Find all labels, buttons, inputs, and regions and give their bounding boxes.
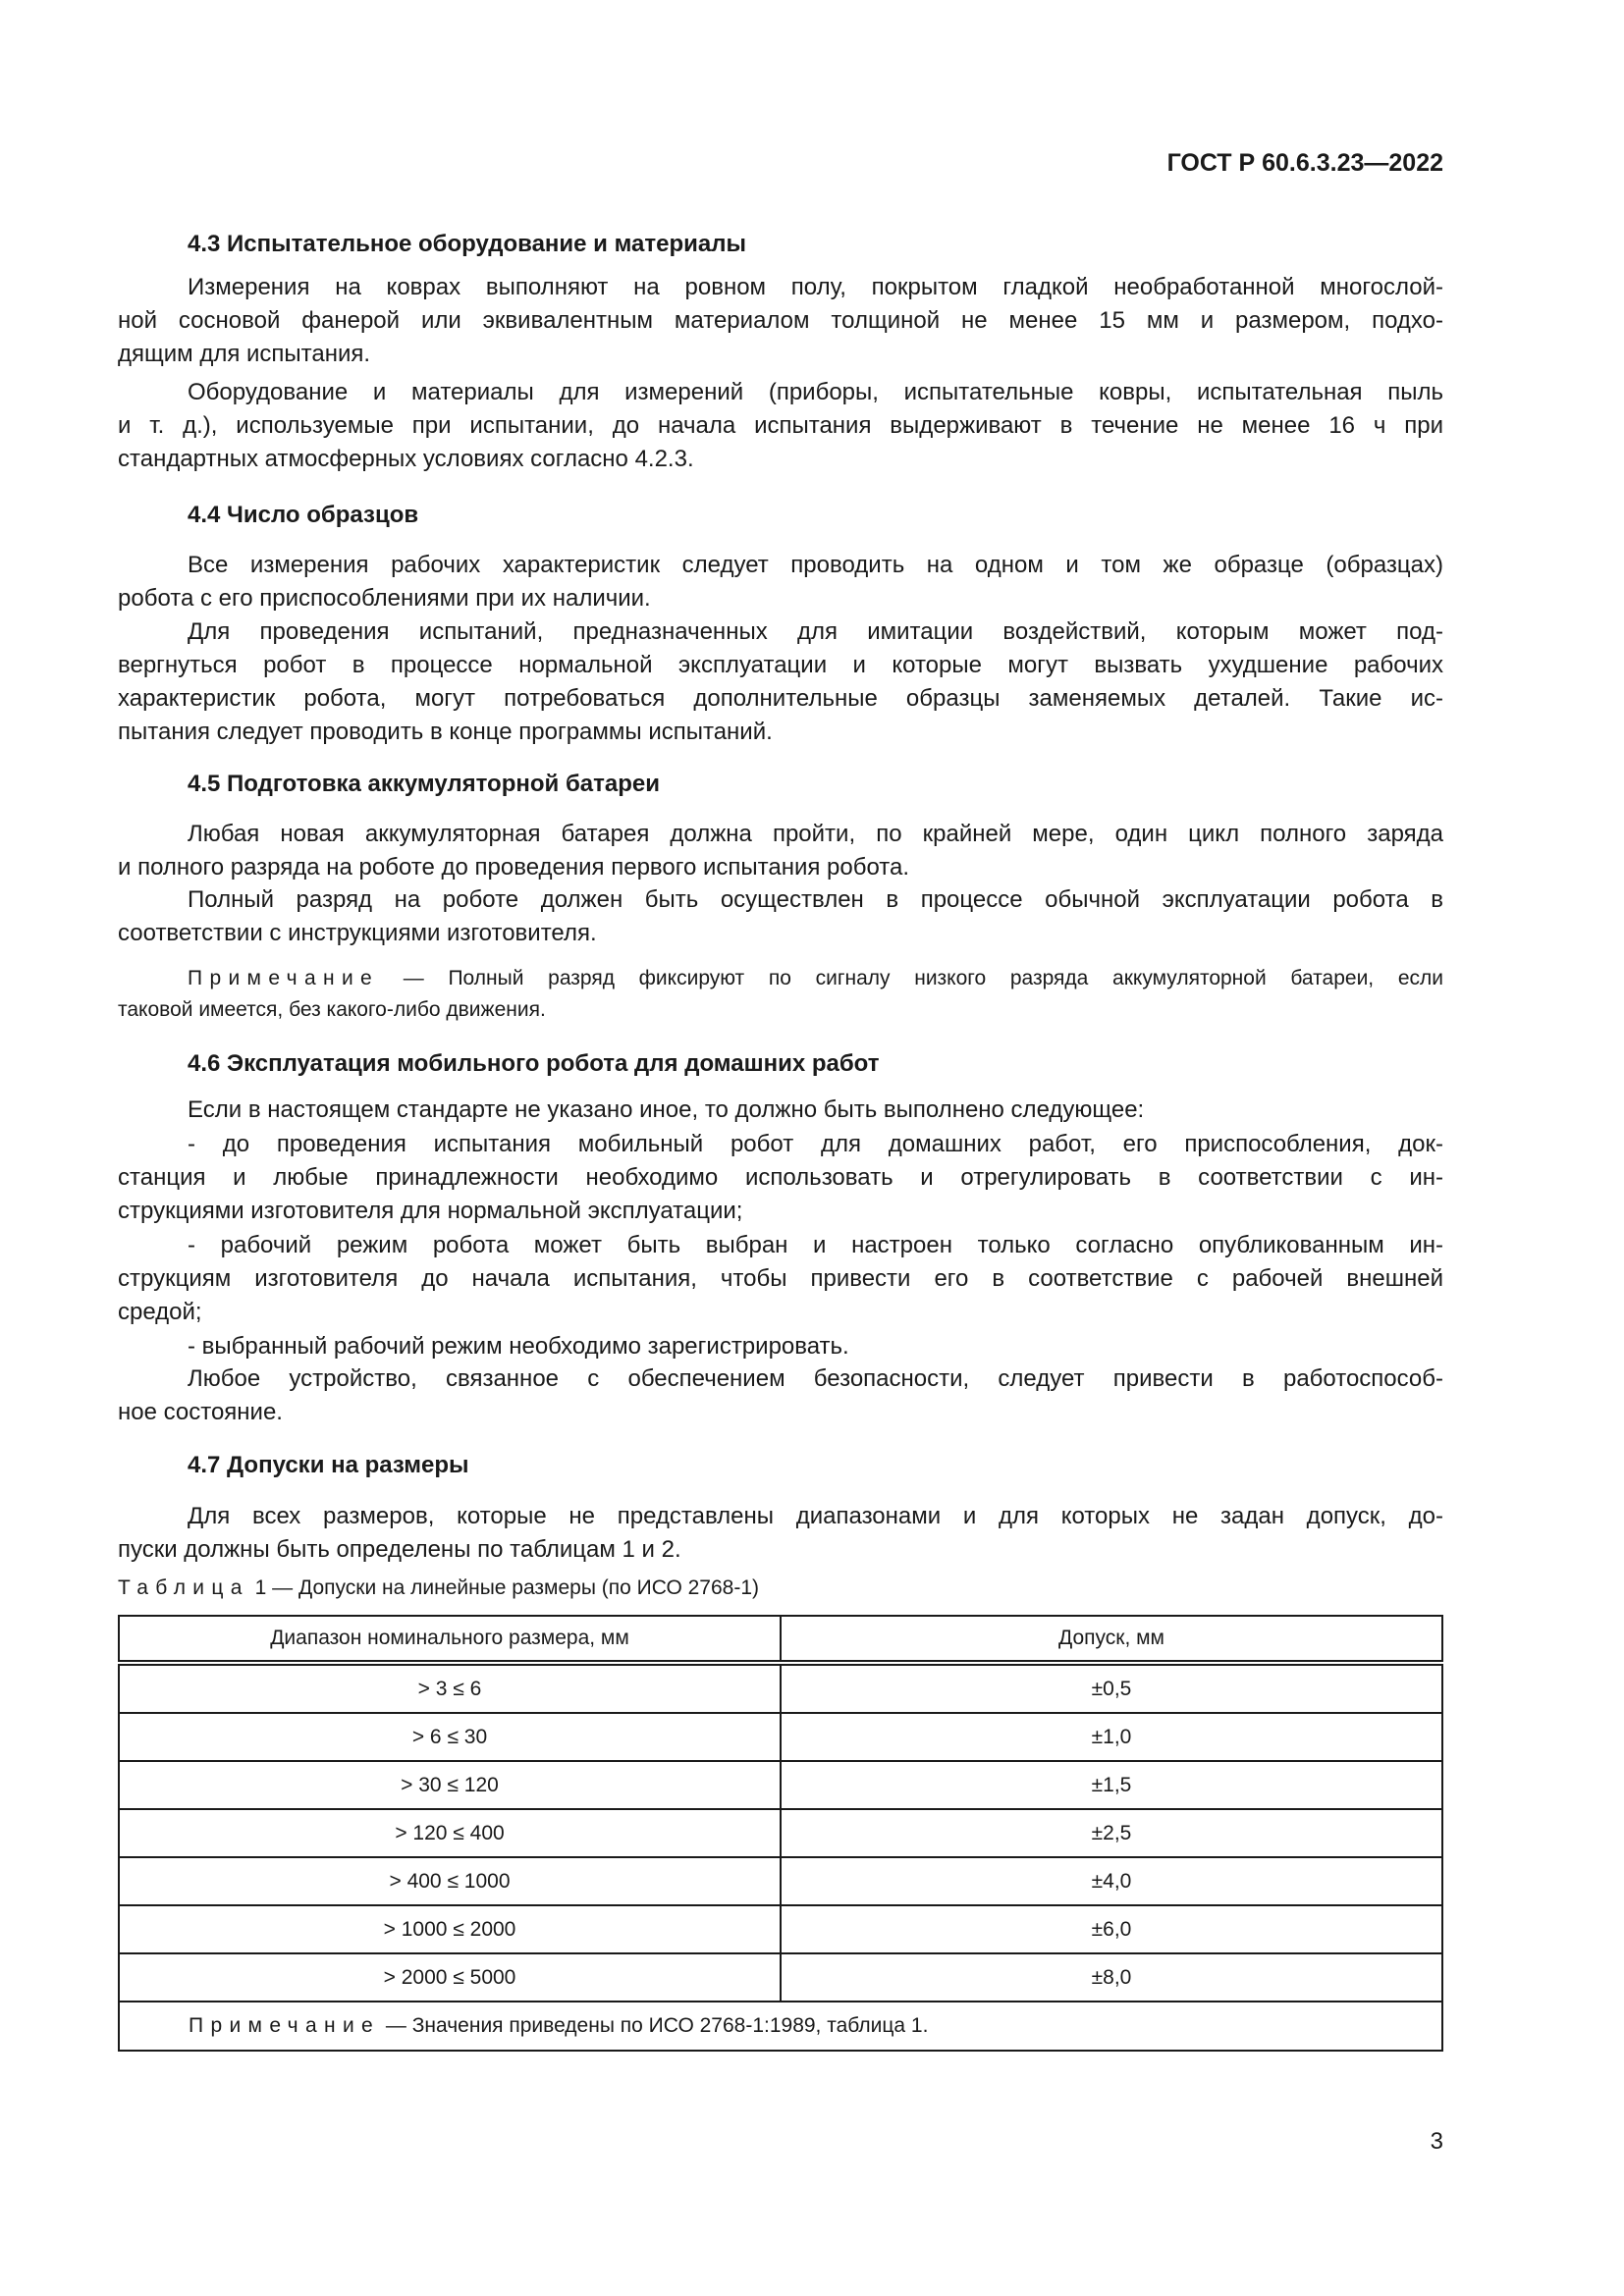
paragraph-line: Измерения на коврах выполняют на ровном полу, покрытом гладкой необработанной многослой- — [188, 274, 1443, 300]
paragraph-line: дящим для испытания. — [118, 341, 371, 368]
range-cell: > 120 ≤ 400 — [119, 1809, 781, 1857]
range-cell: > 6 ≤ 30 — [119, 1713, 781, 1761]
table-note-text: — Значения приведены по ИСО 2768-1:1989, таблица 1. — [380, 2014, 929, 2037]
section-heading: 4.4 Число образцов — [188, 502, 419, 528]
tolerance-cell: ±6,0 — [781, 1905, 1442, 1953]
paragraph-line: Оборудование и материалы для измерений (приборы, испытательные ковры, испытательная пыль — [188, 379, 1443, 405]
paragraph-line: пытания следует проводить в конце программы испытаний. — [118, 719, 773, 746]
section-heading: 4.7 Допуски на размеры — [188, 1452, 469, 1478]
tolerance-cell: ±0,5 — [781, 1663, 1442, 1713]
paragraph-line: пуски должны быть определены по таблицам 1 и 2. — [118, 1536, 681, 1564]
column-header-tolerance: Допуск, мм — [781, 1616, 1442, 1663]
range-cell: > 1000 ≤ 2000 — [119, 1905, 781, 1953]
note-text: таковой имеется, без какого-либо движения. — [118, 998, 546, 1021]
note-label: Примечание — [188, 967, 380, 989]
paragraph-line: ной сосновой фанерой или эквивалентным материалом толщиной не менее 15 мм и размером, подхо- — [118, 307, 1443, 335]
tolerance-cell: ±8,0 — [781, 1953, 1442, 2002]
paragraph-line: характеристик робота, могут потребоваться дополнительные образцы заменяемых деталей. Такие ис- — [118, 685, 1443, 713]
range-cell: > 2000 ≤ 5000 — [119, 1953, 781, 2002]
table-caption — [118, 1573, 759, 1604]
paragraph-line: ное состояние. — [118, 1399, 283, 1426]
paragraph-line: и полного разряда на роботе до проведения первого испытания робота. — [118, 854, 910, 881]
table-row — [119, 1953, 1442, 2002]
table-row — [119, 1905, 1442, 1953]
tolerance-table — [118, 1615, 1443, 2052]
section-heading: 4.5 Подготовка аккумуляторной батареи — [188, 771, 660, 797]
range-cell: > 400 ≤ 1000 — [119, 1857, 781, 1905]
paragraph-line: робота с его приспособлениями при их наличии. — [118, 585, 651, 613]
paragraph-line: Любое устройство, связанное с обеспечением безопасности, следует привести в работоспособ- — [188, 1365, 1443, 1392]
range-cell: > 30 ≤ 120 — [119, 1761, 781, 1809]
tolerance-cell: ±1,5 — [781, 1761, 1442, 1809]
paragraph-line: струкциям изготовителя до начала испытания, чтобы привести его в соответствие с рабочей внешней — [118, 1265, 1443, 1293]
paragraph-line: станция и любые принадлежности необходимо использовать и отрегулировать в соответствии с ин- — [118, 1164, 1443, 1192]
table-caption-text: 1 — Допуски на линейные размеры (по ИСО 2768-1) — [248, 1576, 760, 1599]
paragraph-line: - до проведения испытания мобильный робот для домашних работ, его приспособления, док- — [188, 1131, 1443, 1157]
paragraph-line: и т. д.), используемые при испытании, до начала испытания выдерживают в течение не менее 16 ч при — [118, 412, 1443, 440]
paragraph-line: струкциями изготовителя для нормальной эксплуатации; — [118, 1198, 743, 1225]
page-number: 3 — [1430, 2128, 1443, 2155]
table-note — [119, 2002, 1442, 2051]
note-line — [118, 994, 1443, 1026]
paragraph-line: стандартных атмосферных условиях согласно 4.2.3. — [118, 446, 694, 473]
document-number-header: ГОСТ Р 60.6.3.23—2022 — [1166, 149, 1443, 177]
table-note-label: Примечание — [189, 2014, 381, 2037]
paragraph-line: Любая новая аккумуляторная батарея должна пройти, по крайней мере, один цикл полного заряда — [188, 821, 1443, 847]
table-row — [119, 1857, 1442, 1905]
tolerance-cell: ±4,0 — [781, 1857, 1442, 1905]
tolerance-cell: ±2,5 — [781, 1809, 1442, 1857]
table-note-row — [119, 2002, 1442, 2051]
paragraph-line: вергнуться робот в процессе нормальной эксплуатации и которые могут вызвать ухудшение рабочих — [118, 652, 1443, 679]
paragraph-line: - рабочий режим робота может быть выбран и настроен только согласно опубликованным ин- — [188, 1232, 1443, 1258]
section-heading: 4.3 Испытательное оборудование и материалы — [188, 231, 746, 257]
tolerance-cell: ±1,0 — [781, 1713, 1442, 1761]
table-row — [119, 1663, 1442, 1713]
column-header-range: Диапазон номинального размера, мм — [119, 1616, 781, 1663]
note-text: — Полный разряд фиксируют по сигналу низкого разряда аккумуляторной батареи, если — [403, 967, 1443, 989]
table-row — [119, 1761, 1442, 1809]
paragraph-line: - выбранный рабочий режим необходимо зарегистрировать. — [188, 1333, 849, 1360]
section-heading: 4.6 Эксплуатация мобильного робота для домашних работ — [188, 1050, 880, 1077]
paragraph-line: Полный разряд на роботе должен быть осуществлен в процессе обычной эксплуатации робота в — [188, 886, 1443, 913]
table-row — [119, 1809, 1442, 1857]
paragraph-line: Если в настоящем стандарте не указано иное, то должно быть выполнено следующее: — [188, 1096, 1145, 1123]
range-cell: > 3 ≤ 6 — [119, 1663, 781, 1713]
paragraph-line: соответствии с инструкциями изготовителя. — [118, 920, 597, 947]
paragraph-line: Для всех размеров, которые не представлены диапазонами и для которых не задан допуск, до- — [188, 1503, 1443, 1529]
table-header-row — [119, 1616, 1442, 1663]
note-line — [118, 963, 1443, 994]
paragraph-line: Все измерения рабочих характеристик следует проводить на одном и том же образце (образцах) — [188, 552, 1443, 578]
table-caption-label: Таблица — [118, 1576, 249, 1599]
paragraph-line: Для проведения испытаний, предназначенных для имитации воздействий, которым может под- — [188, 618, 1443, 645]
table-row — [119, 1713, 1442, 1761]
paragraph-line: средой; — [118, 1299, 202, 1326]
